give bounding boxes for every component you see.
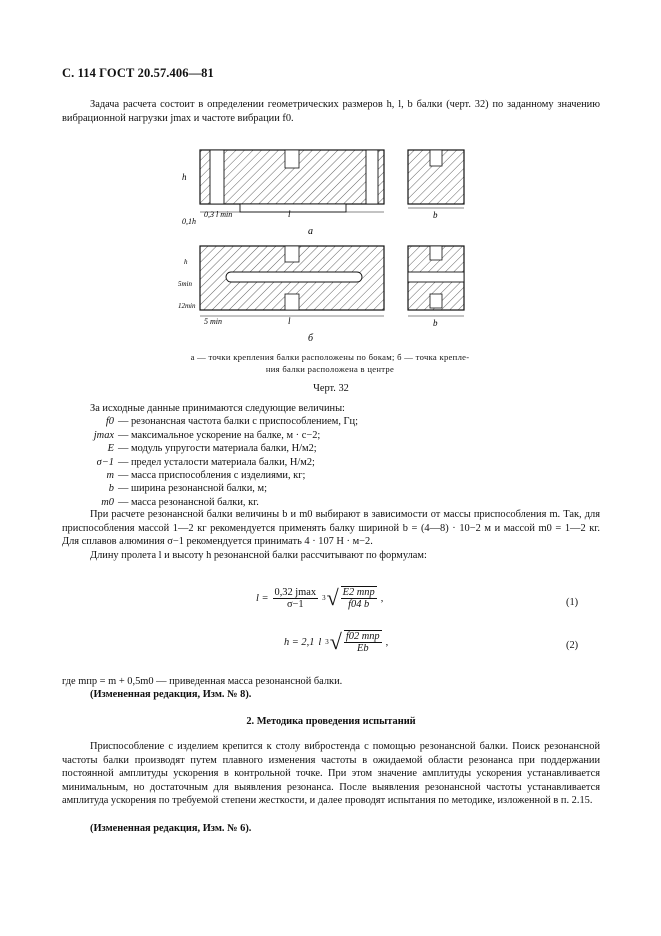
- label-5min: 5 min: [204, 317, 222, 326]
- label-l: l: [288, 209, 291, 219]
- formula-1: l = 0,32 jmax σ−1 3 √ E2 mпр f04 b ,: [256, 585, 384, 610]
- figure-number: Черт. 32: [313, 383, 349, 394]
- intro-paragraph: Задача расчета состоит в определении геометрических размеров h, l, b балки (черт. 32) по заданному значению вибрационной нагрузки jmax и частоте вибрации f0.: [62, 99, 600, 124]
- label-b: b: [433, 210, 438, 220]
- edit-note-2: (Измененная редакция, Изм. № 6).: [90, 823, 252, 834]
- label-a: а: [308, 226, 313, 237]
- where-line: где mпр = m + 0,5m0 — приведенная масса резонансной балки.: [62, 676, 343, 687]
- formula-2: h = 2,1 l 3 √ f02 mпр Eb ,: [284, 629, 389, 654]
- legend-row: b — ширина резонансной балки, м;: [108, 483, 267, 495]
- legend-row: σ−1 — предел усталости материала балки, Н/м2;: [96, 456, 315, 468]
- figure-caption: [150, 352, 510, 375]
- legend-block: [62, 402, 600, 509]
- label-03lmin: 0,3 l min: [204, 210, 233, 219]
- label-l2: l: [288, 316, 291, 326]
- figure-32-beam-drawing: [180, 138, 480, 343]
- equation-number-1: (1): [566, 597, 579, 608]
- label-01h: 0,1h: [182, 217, 196, 226]
- label-b-letter: б: [308, 333, 314, 344]
- page-header: С. 114 ГОСТ 20.57.406—81: [62, 66, 214, 80]
- edit-note-1: (Измененная редакция, Изм. № 8).: [90, 689, 252, 700]
- section-heading: 2. Методика проведения испытаний: [246, 716, 416, 727]
- legend-row: jmax — максимальное ускорение на балке, м · с−2;: [93, 429, 321, 441]
- caption-line-2: ния балки расположена в центре: [265, 363, 395, 374]
- legend-row: f0 — резонансная частота балки с приспособлением, Гц;: [105, 416, 358, 428]
- legend-row: m0 — масса резонансной балки, кг.: [101, 496, 259, 508]
- para-length: Длину пролета l и высоту h резонансной балки рассчитывают по формулам:: [90, 550, 427, 561]
- label-12min: 12min: [178, 302, 196, 310]
- legend-row: m — масса приспособления с изделиями, кг;: [106, 470, 306, 482]
- equation-number-2: (2): [566, 640, 579, 651]
- para-method: Приспособление с изделием крепится к столу вибростенда с помощью резонансной балки. Поиск резонансной частоты балки производят путем плавного изменения частоты в ожидаемой области резонанса при поддержании постоянной амплитуды ускорения в контрольной точке. При этом значение амплитуды ускорения устанавливается минимальным, но достаточным для выявления резонанса. После выявления резонансной частоты устанавливается амплитуда ускорения по требуемой степени жесткости, и далее проводят испытания по методике, изложенной в п. 2.15.: [62, 741, 600, 807]
- label-5min-v: 5min: [178, 280, 192, 288]
- label-b2: b: [433, 318, 438, 328]
- legend-row: E — модуль упругости материала балки, Н/м2;: [107, 443, 317, 455]
- para-choice: При расчете резонансной балки величины b и m0 выбирают в зависимости от массы приспособления m. Так, для приспособления массой 1—2 кг рекомендуется применять балку шириной b = (4—8) · 10−2 м и массой m0 = 1—2 кг. Для сплавов алюминия σ−1 рекомендуется принимать 4 · 107 Н · м−2.: [62, 509, 600, 548]
- caption-line-1: а — точки крепления балки расположены по бокам; б — точка крепле-: [190, 352, 470, 362]
- label-h2: h: [184, 258, 188, 266]
- label-h: h: [182, 172, 187, 182]
- legend-intro: За исходные данные принимаются следующие величины:: [90, 403, 345, 414]
